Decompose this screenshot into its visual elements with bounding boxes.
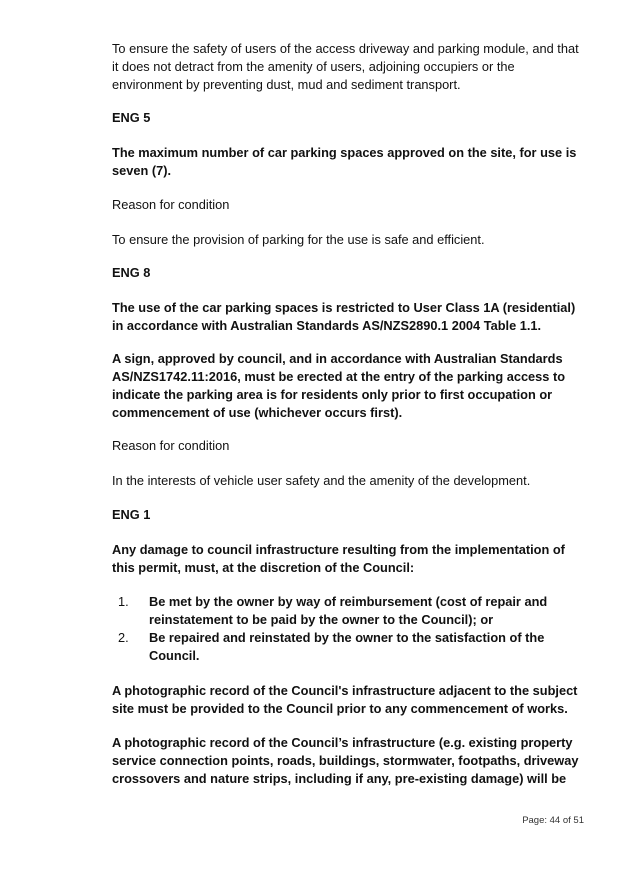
intro-paragraph: To ensure the safety of users of the access driveway and parking module, and that it does not detract from the amenity of users, adjoining occupiers or the environment by preventing dust, mud and sediment transport.	[112, 41, 579, 92]
eng1-heading: ENG 1	[112, 507, 151, 522]
list-item-text: Be repaired and reinstated by the owner to the satisfaction of the Council.	[149, 630, 545, 663]
list-item-text: Be met by the owner by way of reimbursement (cost of repair and reinstatement to be paid by the owner to the Council); or	[149, 594, 548, 627]
eng8-reason-label: Reason for condition	[112, 438, 230, 453]
eng8-condition-2: A sign, approved by council, and in accordance with Australian Standards AS/NZS1742.11:2016, must be erected at the entry of the parking access to indicate the parking area is for residents only prior to first occupation or commencement of use (whichever occurs first).	[112, 351, 566, 420]
eng5-reason: To ensure the provision of parking for the use is safe and efficient.	[112, 232, 485, 247]
eng5-heading: ENG 5	[112, 110, 151, 125]
list-item-number: 2.	[118, 630, 129, 645]
eng1-photo-record-2: A photographic record of the Council’s infrastructure (e.g. existing property service connection points, roads, buildings, stormwater, footpaths, driveway crossovers and nature strips, including if any, pre-existing damage) will be	[112, 735, 579, 786]
eng5-condition: The maximum number of car parking spaces approved on the site, for use is seven (7).	[112, 145, 577, 178]
eng8-reason: In the interests of vehicle user safety and the amenity of the development.	[112, 473, 531, 488]
eng8-condition-1: The use of the car parking spaces is restricted to User Class 1A (residential) in accordance with Australian Standards AS/NZS2890.1 2004 Table 1.1.	[112, 300, 576, 333]
list-item-number: 1.	[118, 594, 129, 609]
eng8-heading: ENG 8	[112, 265, 151, 280]
eng1-photo-record-1: A photographic record of the Council's infrastructure adjacent to the subject site must be provided to the Council prior to any commencement of works.	[112, 683, 578, 716]
eng1-condition: Any damage to council infrastructure resulting from the implementation of this permit, must, at the discretion of the Council:	[112, 542, 565, 575]
eng5-reason-label: Reason for condition	[112, 197, 230, 212]
page-number: Page: 44 of 51	[522, 815, 584, 826]
